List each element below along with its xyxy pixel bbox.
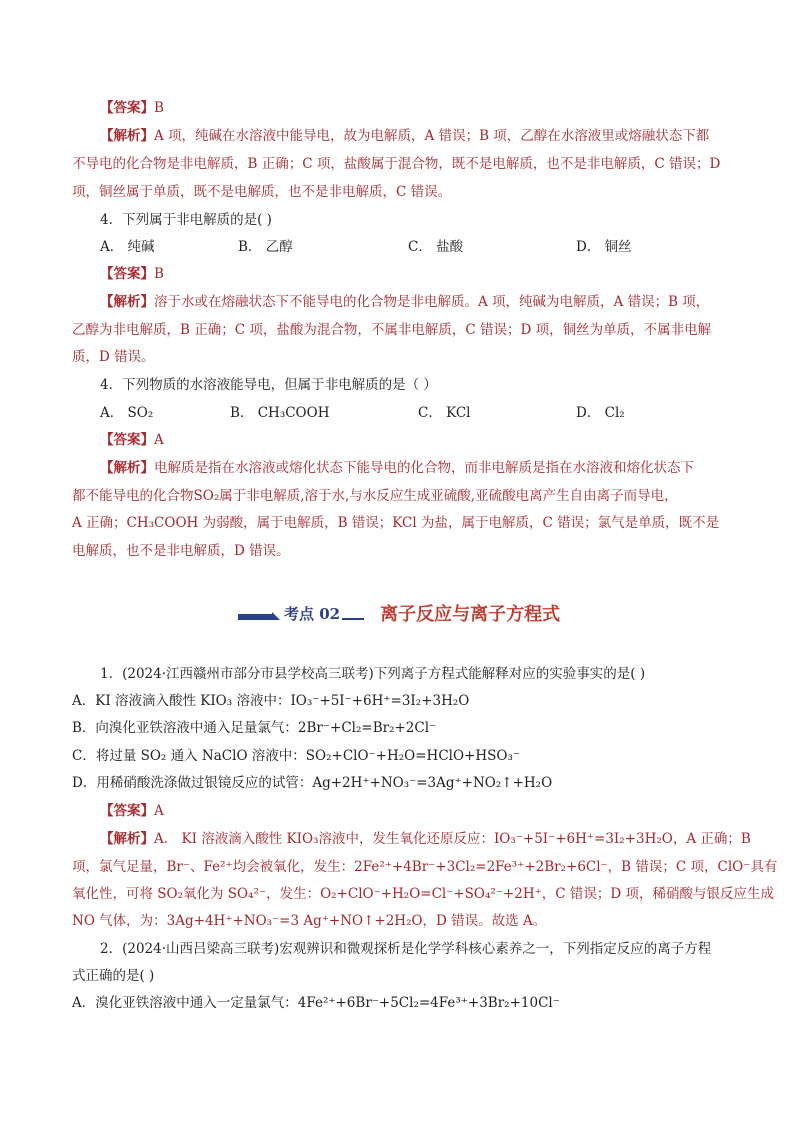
explanation-text: 不导电的化合物是非电解质，B 正确；C 项，盐酸属于混合物，既不是电解质，也不是非电解质，C 错误；D [72,156,721,172]
explanation-text: A 正确；CH₃COOH 为弱酸，属于电解质，B 错误；KCl 为盐，属于电解质，C 错误；氯气是单质，既不是 [72,515,720,531]
option-a: A．KI 溶液滴入酸性 KIO₃ 溶液中：IO₃⁻+5I⁻+6H⁺=3I₂+3H₂O [72,693,470,709]
section-label: 考点 02 [284,604,341,623]
option-b: B．向溴化亚铁溶液中通入足量氯气：2Br⁻+Cl₂=Br₂+2Cl⁻ [72,720,437,736]
answer-value: B [154,266,164,282]
answer-line [100,430,164,450]
option-c: C． 盐酸 [408,239,464,255]
explanation-text: 项，氯气足量，Br⁻、Fe²⁺均会被氧化，发生：2Fe²⁺+4Br⁻+3Cl₂=2Fe³⁺+2Br₂+6Cl⁻，B 错误；C 项，ClO⁻具有 [72,859,778,875]
answer-value: A [154,803,164,819]
heading-bar-decoration [238,614,272,620]
answer-tag: 【答案】 [100,432,154,448]
explanation-line [100,829,751,849]
option-c: C．将过量 SO₂ 通入 NaClO 溶液中：SO₂+ClO⁻+H₂O=HClO+HSO₃⁻ [72,748,520,764]
explanation-text: 电解质，也不是非电解质，D 错误。 [72,543,290,559]
option-d: D． 铜丝 [576,239,632,255]
explanation-text: 质，D 错误。 [72,349,155,365]
question-stem: 2．(2024·山西吕梁高三联考)宏观辨识和微观探析是化学学科核心素养之一，下列指定反应的离子方程 [100,941,712,957]
explanation-text: 都不能导电的化合物SO₂属于非电解质,溶于水,与水反应生成亚硫酸,亚硫酸电离产生自由离子而导电， [72,488,678,504]
explanation-text: 氧化性，可将 SO₂氧化为 SO₄²⁻，发生：O₂+ClO⁻+H₂O=Cl⁻+SO₄²⁻+2H⁺，C 错误；D 项，稀硝酸与银反应生成 [72,886,774,902]
explanation-tag: 【解析】 [100,460,154,476]
answer-line [100,98,164,118]
option-b: B． CH₃COOH [230,405,330,421]
explanation-line [100,126,709,146]
option-a: A．溴化亚铁溶液中通入一定量氯气：4Fe²⁺+6Br⁻+5Cl₂=4Fe³⁺+3Br₂+10Cl⁻ [72,995,560,1011]
question-stem-continued: 式正确的是( ) [72,968,155,984]
explanation-text: 乙醇为非电解质，B 正确；C 项，盐酸为混合物，不属非电解质，C 错误；D 项，铜丝为单质，不属非电解 [72,322,712,338]
explanation-text: 电解质是指在水溶液或熔化状态下能导电的化合物，而非电解质是指在水溶液和熔化状态下 [154,460,694,476]
answer-value: B [154,100,164,116]
heading-underline [342,618,364,620]
question-stem: 4．下列属于非电解质的是( ) [100,212,272,228]
option-d: D．用稀硝酸洗涤做过银镜反应的试管：Ag+2H⁺+NO₃⁻=3Ag⁺+NO₂↑+H₂O [72,775,553,791]
section-title: 离子反应与离子方程式 [380,604,561,625]
option-a: A． SO₂ [100,405,154,421]
option-a: A． 纯碱 [100,239,155,255]
heading-arrow-icon [272,612,280,620]
explanation-line [100,458,694,478]
explanation-text: 溶于水或在熔融状态下不能导电的化合物是非电解质。A 项，纯碱为电解质，A 错误；B 项， [154,294,710,310]
option-d: D． Cl₂ [576,405,625,421]
option-c: C． KCl [418,405,471,421]
explanation-tag: 【解析】 [100,294,154,310]
section-heading [238,600,560,626]
explanation-text: NO 气体，为：3Ag+4H⁺+NO₃⁻=3 Ag⁺+NO↑+2H₂O，D 错误。故选 A。 [72,913,547,929]
explanation-text: A． KI 溶液滴入酸性 KIO₃溶液中，发生氧化还原反应：IO₃⁻+5I⁻+6H⁺=3I₂+3H₂O，A 正确；B [154,831,751,847]
answer-tag: 【答案】 [100,100,154,116]
explanation-tag: 【解析】 [100,128,154,144]
answer-line [100,264,164,284]
answer-line [100,801,164,821]
option-b: B． 乙醇 [238,239,293,255]
explanation-text: 项，铜丝属于单质，既不是电解质，也不是非电解质，C 错误。 [72,184,452,200]
question-stem: 4．下列物质的水溶液能导电，但属于非电解质的是（ ） [100,377,437,393]
answer-tag: 【答案】 [100,803,154,819]
answer-value: A [154,432,164,448]
explanation-line [100,292,709,312]
explanation-tag: 【解析】 [100,831,154,847]
answer-tag: 【答案】 [100,266,154,282]
question-stem: 1．(2024·江西赣州市部分市县学校高三联考)下列离子方程式能解释对应的实验事实的是( ) [100,666,646,682]
explanation-text: A 项，纯碱在水溶液中能导电，故为电解质，A 错误；B 项，乙醇在水溶液里或熔融状态下都 [154,128,710,144]
